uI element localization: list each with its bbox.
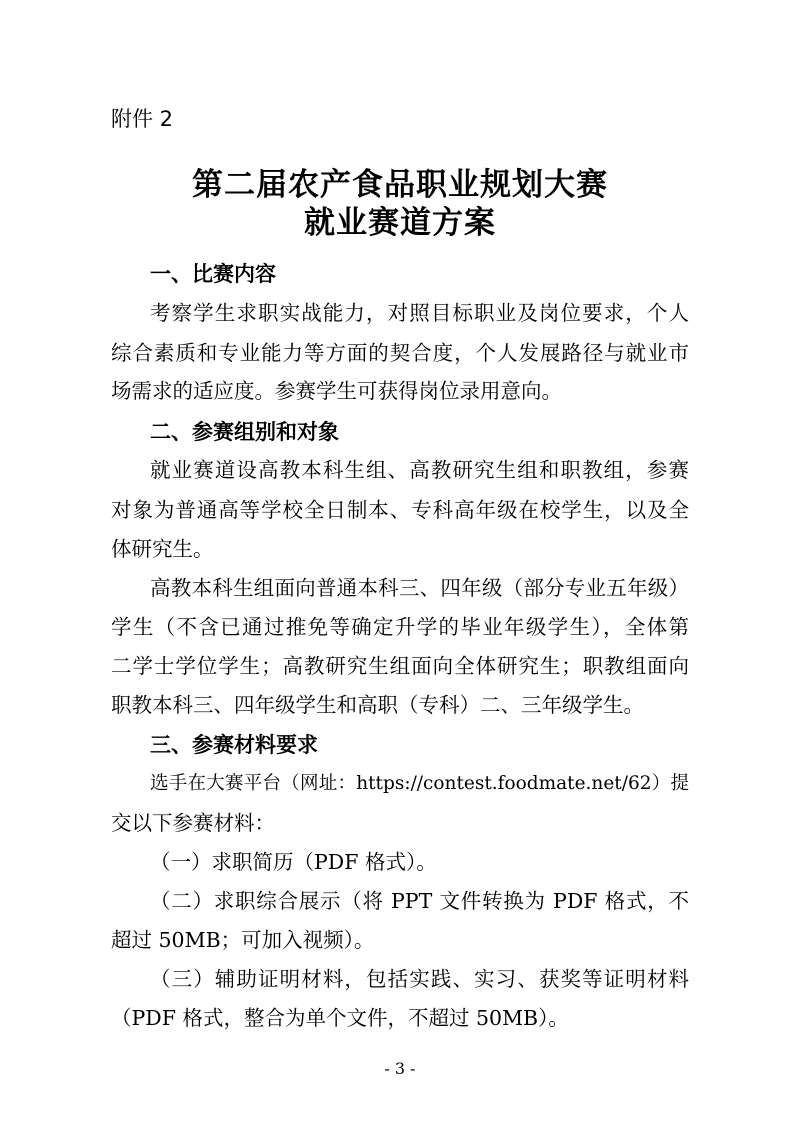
section-heading: 二、参赛组别和对象: [150, 420, 339, 444]
document-title-line-1: 第二届农产食品职业规划大赛: [192, 167, 608, 203]
paragraph-line: 超过 50MB；可加入视频）。: [111, 928, 375, 952]
paragraph-line: （PDF 格式，整合为单个文件，不超过 50MB）。: [111, 1006, 569, 1030]
paragraph-line: 职教本科三、四年级学生和高职（专科）二、三年级学生。: [111, 693, 644, 717]
paragraph-line: 高教本科生组面向普通本科三、四年级（部分专业五年级）: [150, 576, 689, 600]
paragraph-line: （二）求职综合展示（将 PPT 文件转换为 PDF 格式，不: [150, 889, 689, 913]
paragraph-line: 选手在大赛平台（网址：https://contest.foodmate.net/62）提: [150, 773, 689, 794]
paragraph-line: 体研究生。: [111, 537, 214, 561]
paragraph-line: （三）辅助证明材料，包括实践、实习、获奖等证明材料: [150, 967, 689, 991]
paragraph-line: 考察学生求职实战能力，对照目标职业及岗位要求，个人: [150, 301, 689, 325]
document-title-line-2: 就业赛道方案: [304, 205, 496, 241]
section-heading: 一、比赛内容: [150, 262, 276, 286]
paragraph-line: 综合素质和专业能力等方面的契合度，个人发展路径与就业市: [111, 341, 689, 365]
paragraph-line: 就业赛道设高教本科生组、高教研究生组和职教组，参赛: [150, 458, 689, 482]
paragraph-line: 交以下参赛材料：: [111, 811, 275, 835]
paragraph-line: 对象为普通高等学校全日制本、专科高年级在校学生，以及全: [111, 498, 689, 522]
paragraph-line: 场需求的适应度。参赛学生可获得岗位录用意向。: [111, 379, 562, 403]
paragraph-line: 二学士学位学生；高教研究生组面向全体研究生；职教组面向: [111, 654, 689, 678]
section-heading: 三、参赛材料要求: [150, 733, 318, 757]
paragraph-line: （一）求职简历（PDF 格式）。: [150, 850, 437, 874]
attachment-label: 附件 2: [111, 107, 174, 131]
page-number: - 3 -: [384, 1059, 416, 1078]
paragraph-line: 学生（不含已通过推免等确定升学的毕业年级学生），全体第: [111, 615, 689, 639]
